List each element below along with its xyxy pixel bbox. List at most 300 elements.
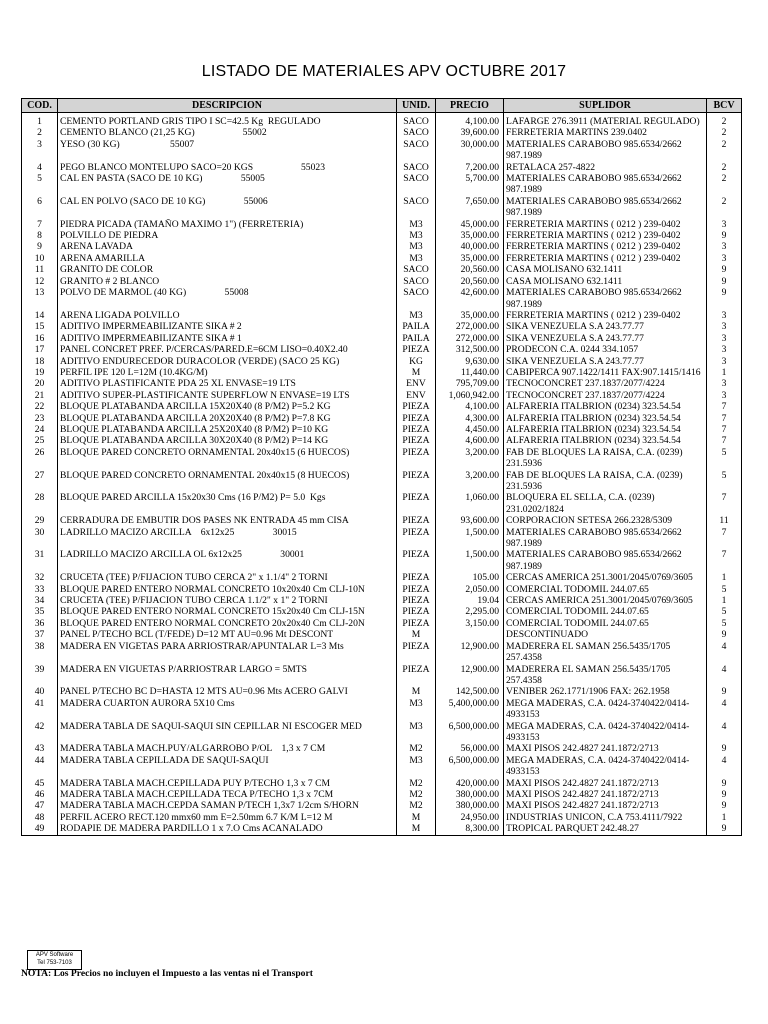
- cell-suplidor: COMERCIAL TODOMIL 244.07.65: [504, 618, 707, 629]
- cell-descripcion: ADITIVO IMPERMEABILIZANTE SIKA # 2: [58, 321, 397, 332]
- cell-unid: KG: [397, 356, 436, 367]
- cell-cod: 5: [22, 173, 58, 196]
- cell-descripcion: GRANITO DE COLOR: [58, 264, 397, 275]
- table-row: [22, 823, 742, 835]
- table-row: [22, 470, 742, 493]
- cell-precio: 1,500.00: [436, 527, 504, 550]
- cell-cod: 48: [22, 812, 58, 823]
- cell-cod: 8: [22, 230, 58, 241]
- cell-suplidor: TROPICAL PARQUET 242.48.27: [504, 823, 707, 835]
- cell-precio: 40,000.00: [436, 241, 504, 252]
- cell-suplidor: MADERERA EL SAMAN 256.5435/1705 257.4358: [504, 641, 707, 664]
- cell-bcv: 9: [707, 800, 742, 811]
- cell-bcv: 4: [707, 698, 742, 721]
- cell-bcv: 3: [707, 310, 742, 321]
- cell-unid: PIEZA: [397, 664, 436, 687]
- cell-cod: 42: [22, 721, 58, 744]
- cell-precio: 795,709.00: [436, 378, 504, 389]
- cell-unid: M3: [397, 219, 436, 230]
- cell-cod: 9: [22, 241, 58, 252]
- cell-unid: PIEZA: [397, 527, 436, 550]
- table-row: [22, 629, 742, 640]
- table-row: [22, 686, 742, 697]
- cell-unid: PIEZA: [397, 424, 436, 435]
- table-row: [22, 401, 742, 412]
- cell-descripcion: PANEL P/TECHO BCL (T/FEDE) D=12 MT AU=0.96 Mt DESCONT: [58, 629, 397, 640]
- cell-unid: SACO: [397, 276, 436, 287]
- cell-suplidor: MATERIALES CARABOBO 985.6534/2662 987.1989: [504, 139, 707, 162]
- table-row: [22, 492, 742, 515]
- cell-bcv: 5: [707, 470, 742, 493]
- table-row: [22, 721, 742, 744]
- cell-cod: 18: [22, 356, 58, 367]
- cell-suplidor: SIKA VENEZUELA S.A 243.77.77: [504, 333, 707, 344]
- cell-bcv: 3: [707, 321, 742, 332]
- table-row: [22, 549, 742, 572]
- cell-suplidor: FERRETERIA MARTINS ( 0212 ) 239-0402: [504, 253, 707, 264]
- cell-unid: M3: [397, 253, 436, 264]
- cell-precio: 7,200.00: [436, 162, 504, 173]
- cell-bcv: 7: [707, 413, 742, 424]
- cell-bcv: 2: [707, 113, 742, 128]
- table-row: [22, 276, 742, 287]
- cell-descripcion: PANEL P/TECHO BC D=HASTA 12 MTS AU=0.96 Mts ACERO GALVI: [58, 686, 397, 697]
- cell-unid: SACO: [397, 287, 436, 310]
- table-row: [22, 344, 742, 355]
- cell-bcv: 9: [707, 778, 742, 789]
- table-row: [22, 162, 742, 173]
- cell-cod: 36: [22, 618, 58, 629]
- cell-descripcion: MADERA CUARTON AURORA 5X10 Cms: [58, 698, 397, 721]
- cell-cod: 49: [22, 823, 58, 835]
- table-row: [22, 196, 742, 219]
- cell-cod: 27: [22, 470, 58, 493]
- cell-suplidor: MATERIALES CARABOBO 985.6534/2662 987.1989: [504, 527, 707, 550]
- cell-unid: M3: [397, 310, 436, 321]
- cell-cod: 31: [22, 549, 58, 572]
- cell-cod: 46: [22, 789, 58, 800]
- cell-descripcion: CERRADURA DE EMBUTIR DOS PASES NK ENTRADA 45 mm CISA: [58, 515, 397, 526]
- table-row: [22, 743, 742, 754]
- table-row: [22, 287, 742, 310]
- column-header-precio: PRECIO: [436, 99, 504, 113]
- software-label: APV Software: [35, 952, 74, 958]
- cell-suplidor: CERCAS AMERICA 251.3001/2045/0769/3605: [504, 572, 707, 583]
- cell-suplidor: MAXI PISOS 242.4827 241.1872/2713: [504, 778, 707, 789]
- cell-bcv: 9: [707, 823, 742, 835]
- table-row: [22, 572, 742, 583]
- cell-suplidor: TECNOCONCRET 237.1837/2077/4224: [504, 378, 707, 389]
- cell-precio: 39,600.00: [436, 127, 504, 138]
- cell-descripcion: BLOQUE PARED ARCILLA 15x20x30 Cms (16 P/M2) P= 5.0 Kgs: [58, 492, 397, 515]
- cell-precio: 4,450.00: [436, 424, 504, 435]
- cell-suplidor: MEGA MADERAS, C.A. 0424-3740422/0414-4933153: [504, 721, 707, 744]
- cell-unid: PIEZA: [397, 595, 436, 606]
- cell-suplidor: MAXI PISOS 242.4827 241.1872/2713: [504, 800, 707, 811]
- cell-descripcion: LADRILLO MACIZO ARCILLA 6x12x25 30015: [58, 527, 397, 550]
- cell-cod: 30: [22, 527, 58, 550]
- table-row: [22, 173, 742, 196]
- cell-bcv: 9: [707, 629, 742, 640]
- cell-descripcion: PIEDRA PICADA (TAMAÑO MAXIMO 1") (FERRETERIA): [58, 219, 397, 230]
- cell-descripcion: CRUCETA (TEE) P/FIJACION TUBO CERCA 2" x 1.1/4" 2 TORNI: [58, 572, 397, 583]
- cell-suplidor: CASA MOLISANO 632.1411: [504, 264, 707, 275]
- table-row: [22, 698, 742, 721]
- cell-unid: PIEZA: [397, 470, 436, 493]
- cell-bcv: 2: [707, 139, 742, 162]
- cell-bcv: 3: [707, 219, 742, 230]
- cell-unid: M: [397, 812, 436, 823]
- cell-cod: 19: [22, 367, 58, 378]
- cell-unid: PIEZA: [397, 401, 436, 412]
- table-row: [22, 219, 742, 230]
- cell-cod: 26: [22, 447, 58, 470]
- cell-suplidor: FERRETERIA MARTINS ( 0212 ) 239-0402: [504, 219, 707, 230]
- cell-bcv: 7: [707, 527, 742, 550]
- cell-bcv: 4: [707, 721, 742, 744]
- cell-cod: 17: [22, 344, 58, 355]
- cell-cod: 20: [22, 378, 58, 389]
- cell-descripcion: ARENA AMARILLA: [58, 253, 397, 264]
- cell-unid: PAILA: [397, 333, 436, 344]
- cell-suplidor: COMERCIAL TODOMIL 244.07.65: [504, 606, 707, 617]
- cell-unid: M3: [397, 755, 436, 778]
- table-row: [22, 778, 742, 789]
- cell-bcv: 9: [707, 789, 742, 800]
- cell-unid: M2: [397, 743, 436, 754]
- cell-cod: 40: [22, 686, 58, 697]
- cell-precio: 35,000.00: [436, 310, 504, 321]
- cell-descripcion: YESO (30 KG) 55007: [58, 139, 397, 162]
- column-header-suplidor: SUPLIDOR: [504, 99, 707, 113]
- cell-unid: SACO: [397, 196, 436, 219]
- cell-suplidor: CORPORACION SETESA 266.2328/5309: [504, 515, 707, 526]
- cell-bcv: 3: [707, 241, 742, 252]
- cell-precio: 272,000.00: [436, 321, 504, 332]
- cell-precio: 42,600.00: [436, 287, 504, 310]
- table-row: [22, 435, 742, 446]
- cell-unid: M2: [397, 800, 436, 811]
- cell-descripcion: PERFIL IPE 120 L=12M (10.4KG/M): [58, 367, 397, 378]
- cell-precio: 20,560.00: [436, 276, 504, 287]
- cell-unid: SACO: [397, 264, 436, 275]
- table-row: [22, 264, 742, 275]
- cell-precio: 35,000.00: [436, 230, 504, 241]
- cell-bcv: 9: [707, 276, 742, 287]
- cell-suplidor: PRODECON C.A. 0244 334.1057: [504, 344, 707, 355]
- cell-suplidor: CABIPERCA 907.1422/1411 FAX:907.1415/1416: [504, 367, 707, 378]
- cell-bcv: 3: [707, 356, 742, 367]
- cell-precio: 5,400,000.00: [436, 698, 504, 721]
- table-row: [22, 241, 742, 252]
- column-header-descripcion: DESCRIPCION: [58, 99, 397, 113]
- cell-bcv: 5: [707, 584, 742, 595]
- cell-precio: 4,600.00: [436, 435, 504, 446]
- cell-unid: PIEZA: [397, 584, 436, 595]
- cell-precio: 6,500,000.00: [436, 721, 504, 744]
- cell-bcv: 3: [707, 333, 742, 344]
- cell-precio: 380,000.00: [436, 789, 504, 800]
- cell-unid: PIEZA: [397, 606, 436, 617]
- cell-bcv: 7: [707, 492, 742, 515]
- cell-descripcion: BLOQUE PARED CONCRETO ORNAMENTAL 20x40x15 (6 HUECOS): [58, 447, 397, 470]
- cell-cod: 15: [22, 321, 58, 332]
- cell-bcv: 2: [707, 196, 742, 219]
- cell-precio: 380,000.00: [436, 800, 504, 811]
- cell-unid: PIEZA: [397, 515, 436, 526]
- cell-cod: 7: [22, 219, 58, 230]
- cell-bcv: 5: [707, 447, 742, 470]
- cell-precio: 272,000.00: [436, 333, 504, 344]
- cell-cod: 39: [22, 664, 58, 687]
- cell-precio: 12,900.00: [436, 664, 504, 687]
- cell-precio: 56,000.00: [436, 743, 504, 754]
- cell-precio: 3,150.00: [436, 618, 504, 629]
- cell-suplidor: SIKA VENEZUELA S.A 243.77.77: [504, 356, 707, 367]
- cell-unid: M: [397, 823, 436, 835]
- cell-descripcion: ADITIVO IMPERMEABILIZANTE SIKA # 1: [58, 333, 397, 344]
- table-row: [22, 755, 742, 778]
- cell-cod: 23: [22, 413, 58, 424]
- cell-precio: 142,500.00: [436, 686, 504, 697]
- cell-cod: 29: [22, 515, 58, 526]
- cell-bcv: 1: [707, 572, 742, 583]
- cell-unid: M3: [397, 241, 436, 252]
- materials-table: [21, 98, 742, 836]
- cell-unid: SACO: [397, 139, 436, 162]
- cell-bcv: 1: [707, 595, 742, 606]
- cell-bcv: 9: [707, 264, 742, 275]
- table-row: [22, 367, 742, 378]
- cell-cod: 45: [22, 778, 58, 789]
- cell-cod: 3: [22, 139, 58, 162]
- cell-precio: 5,700.00: [436, 173, 504, 196]
- cell-suplidor: MATERIALES CARABOBO 985.6534/2662 987.1989: [504, 549, 707, 572]
- cell-precio: 2,295.00: [436, 606, 504, 617]
- table-row: [22, 664, 742, 687]
- cell-precio: 19.04: [436, 595, 504, 606]
- footnote: NOTA: Los Precios no incluyen el Impuesto a las ventas ni el Transport: [21, 968, 313, 979]
- cell-cod: 6: [22, 196, 58, 219]
- cell-descripcion: MADERA TABLA MACH.PUY/ALGARROBO P/OL 1,3 x 7 CM: [58, 743, 397, 754]
- cell-descripcion: MADERA EN VIGUETAS P/ARRIOSTRAR LARGO = 5MTS: [58, 664, 397, 687]
- cell-cod: 22: [22, 401, 58, 412]
- cell-precio: 1,500.00: [436, 549, 504, 572]
- cell-unid: M: [397, 629, 436, 640]
- table-row: [22, 390, 742, 401]
- cell-bcv: 11: [707, 515, 742, 526]
- cell-suplidor: DESCONTINUADO: [504, 629, 707, 640]
- cell-descripcion: GRANITO # 2 BLANCO: [58, 276, 397, 287]
- table-row: [22, 595, 742, 606]
- cell-suplidor: VENIBER 262.1771/1906 FAX: 262.1958: [504, 686, 707, 697]
- apv-software-box: [27, 950, 82, 970]
- cell-unid: PIEZA: [397, 413, 436, 424]
- cell-suplidor: FERRETERIA MARTINS ( 0212 ) 239-0402: [504, 310, 707, 321]
- cell-suplidor: FERRETERIA MARTINS 239.0402: [504, 127, 707, 138]
- cell-suplidor: ALFARERIA ITALBRION (0234) 323.54.54: [504, 413, 707, 424]
- cell-suplidor: MEGA MADERAS, C.A. 0424-3740422/0414-4933153: [504, 755, 707, 778]
- cell-precio: 24,950.00: [436, 812, 504, 823]
- cell-suplidor: FAB DE BLOQUES LA RAISA, C.A. (0239) 231.5936: [504, 470, 707, 493]
- cell-bcv: 9: [707, 230, 742, 241]
- cell-descripcion: CRUCETA (TEE) P/FIJACION TUBO CERCA 1.1/2" x 1" 2 TORNI: [58, 595, 397, 606]
- cell-cod: 35: [22, 606, 58, 617]
- cell-descripcion: BLOQUE PLATABANDA ARCILLA 20X20X40 (8 P/M2) P=7.8 KG: [58, 413, 397, 424]
- cell-descripcion: BLOQUE PARED CONCRETO ORNAMENTAL 20x40x15 (8 HUECOS): [58, 470, 397, 493]
- cell-precio: 312,500.00: [436, 344, 504, 355]
- cell-precio: 35,000.00: [436, 253, 504, 264]
- cell-bcv: 2: [707, 127, 742, 138]
- cell-unid: M: [397, 367, 436, 378]
- cell-precio: 7,650.00: [436, 196, 504, 219]
- cell-precio: 3,200.00: [436, 447, 504, 470]
- cell-descripcion: MADERA TABLA MACH.CEPDA SAMAN P/TECH 1,3x7 1/2cm S/HORN: [58, 800, 397, 811]
- cell-bcv: 5: [707, 606, 742, 617]
- cell-precio: 420,000.00: [436, 778, 504, 789]
- cell-descripcion: BLOQUE PLATABANDA ARCILLA 15X20X40 (8 P/M2) P=5.2 KG: [58, 401, 397, 412]
- cell-precio: 6,500,000.00: [436, 755, 504, 778]
- cell-suplidor: ALFARERIA ITALBRION (0234) 323.54.54: [504, 424, 707, 435]
- cell-unid: PIEZA: [397, 572, 436, 583]
- cell-suplidor: MEGA MADERAS, C.A. 0424-3740422/0414-4933153: [504, 698, 707, 721]
- cell-suplidor: MATERIALES CARABOBO 985.6534/2662 987.1989: [504, 196, 707, 219]
- table-row: [22, 413, 742, 424]
- cell-precio: 4,300.00: [436, 413, 504, 424]
- cell-cod: 33: [22, 584, 58, 595]
- column-header-bcv: BCV: [707, 99, 742, 113]
- table-row: [22, 139, 742, 162]
- cell-suplidor: MATERIALES CARABOBO 985.6534/2662 987.1989: [504, 173, 707, 196]
- cell-suplidor: LAFARGE 276.3911 (MATERIAL REGULADO): [504, 113, 707, 128]
- table-row: [22, 527, 742, 550]
- cell-bcv: 7: [707, 435, 742, 446]
- cell-suplidor: SIKA VENEZUELA S.A 243.77.77: [504, 321, 707, 332]
- cell-bcv: 2: [707, 162, 742, 173]
- cell-bcv: 4: [707, 664, 742, 687]
- cell-precio: 8,300.00: [436, 823, 504, 835]
- cell-precio: 30,000.00: [436, 139, 504, 162]
- software-phone: Tel 753-7103: [37, 959, 72, 966]
- cell-descripcion: LADRILLO MACIZO ARCILLA OL 6x12x25 30001: [58, 549, 397, 572]
- cell-cod: 32: [22, 572, 58, 583]
- cell-suplidor: MAXI PISOS 242.4827 241.1872/2713: [504, 789, 707, 800]
- cell-precio: 105.00: [436, 572, 504, 583]
- cell-suplidor: RETALACA 257-4822: [504, 162, 707, 173]
- cell-cod: 34: [22, 595, 58, 606]
- cell-descripcion: PANEL CONCRET PREF. P/CERCAS/PARED.E=6CM LISO=0.40X2.40: [58, 344, 397, 355]
- cell-precio: 93,600.00: [436, 515, 504, 526]
- cell-descripcion: CEMENTO BLANCO (21,25 KG) 55002: [58, 127, 397, 138]
- cell-bcv: 7: [707, 401, 742, 412]
- cell-precio: 2,050.00: [436, 584, 504, 595]
- cell-precio: 1,060,942.00: [436, 390, 504, 401]
- table-row: [22, 606, 742, 617]
- cell-descripcion: MADERA TABLA MACH.CEPILLADA PUY P/TECHO 1,3 x 7 CM: [58, 778, 397, 789]
- cell-precio: 4,100.00: [436, 401, 504, 412]
- table-row: [22, 812, 742, 823]
- table-row: [22, 127, 742, 138]
- table-row: [22, 113, 742, 128]
- table-row: [22, 800, 742, 811]
- cell-descripcion: BLOQUE PLATABANDA ARCILLA 25X20X40 (8 P/M2) P=10 KG: [58, 424, 397, 435]
- cell-descripcion: CAL EN PASTA (SACO DE 10 KG) 55005: [58, 173, 397, 196]
- cell-precio: 4,100.00: [436, 113, 504, 128]
- table-row: [22, 378, 742, 389]
- cell-unid: SACO: [397, 113, 436, 128]
- cell-descripcion: BLOQUE PARED ENTERO NORMAL CONCRETO 20x20x40 Cm CLJ-20N: [58, 618, 397, 629]
- table-row: [22, 321, 742, 332]
- cell-unid: PIEZA: [397, 344, 436, 355]
- cell-bcv: 4: [707, 755, 742, 778]
- cell-cod: 10: [22, 253, 58, 264]
- cell-unid: PAILA: [397, 321, 436, 332]
- cell-bcv: 7: [707, 549, 742, 572]
- cell-unid: SACO: [397, 127, 436, 138]
- cell-bcv: 3: [707, 344, 742, 355]
- table-row: [22, 641, 742, 664]
- cell-precio: 9,630.00: [436, 356, 504, 367]
- table-header-row: [22, 99, 742, 113]
- table-row: [22, 424, 742, 435]
- cell-suplidor: FERRETERIA MARTINS ( 0212 ) 239-0402: [504, 230, 707, 241]
- cell-descripcion: ARENA LIGADA POLVILLO: [58, 310, 397, 321]
- cell-suplidor: CASA MOLISANO 632.1411: [504, 276, 707, 287]
- cell-precio: 1,060.00: [436, 492, 504, 515]
- cell-cod: 1: [22, 113, 58, 128]
- cell-descripcion: ARENA LAVADA: [58, 241, 397, 252]
- cell-bcv: 2: [707, 173, 742, 196]
- cell-cod: 41: [22, 698, 58, 721]
- cell-bcv: 3: [707, 378, 742, 389]
- cell-suplidor: BLOQUERA EL SELLA, C.A. (0239) 231.0202/1824: [504, 492, 707, 515]
- cell-unid: PIEZA: [397, 447, 436, 470]
- cell-bcv: 1: [707, 812, 742, 823]
- cell-cod: 47: [22, 800, 58, 811]
- cell-suplidor: MADERERA EL SAMAN 256.5435/1705 257.4358: [504, 664, 707, 687]
- cell-unid: SACO: [397, 173, 436, 196]
- cell-cod: 24: [22, 424, 58, 435]
- cell-suplidor: ALFARERIA ITALBRION (0234) 323.54.54: [504, 401, 707, 412]
- cell-descripcion: MADERA TABLA CEPILLADA DE SAQUI-SAQUI: [58, 755, 397, 778]
- cell-descripcion: POLVO DE MARMOL (40 KG) 55008: [58, 287, 397, 310]
- cell-cod: 11: [22, 264, 58, 275]
- cell-unid: M3: [397, 698, 436, 721]
- table-row: [22, 310, 742, 321]
- cell-cod: 4: [22, 162, 58, 173]
- column-header-unid: UNID.: [397, 99, 436, 113]
- cell-bcv: 9: [707, 287, 742, 310]
- cell-descripcion: MADERA EN VIGETAS PARA ARRIOSTRAR/APUNTALAR L=3 Mts: [58, 641, 397, 664]
- cell-unid: M2: [397, 789, 436, 800]
- cell-suplidor: MAXI PISOS 242.4827 241.1872/2713: [504, 743, 707, 754]
- cell-descripcion: PEGO BLANCO MONTELUPO SACO=20 KGS 55023: [58, 162, 397, 173]
- cell-bcv: 1: [707, 367, 742, 378]
- cell-descripcion: RODAPIE DE MADERA PARDILLO 1 x 7.O Cms ACANALADO: [58, 823, 397, 835]
- cell-descripcion: ADITIVO PLASTIFICANTE PDA 25 XL ENVASE=19 LTS: [58, 378, 397, 389]
- cell-precio: 45,000.00: [436, 219, 504, 230]
- cell-descripcion: CEMENTO PORTLAND GRIS TIPO I SC=42.5 Kg REGULADO: [58, 113, 397, 128]
- cell-precio: 12,900.00: [436, 641, 504, 664]
- cell-unid: M3: [397, 230, 436, 241]
- cell-cod: 2: [22, 127, 58, 138]
- cell-unid: ENV: [397, 390, 436, 401]
- cell-unid: PIEZA: [397, 618, 436, 629]
- table-row: [22, 333, 742, 344]
- cell-descripcion: BLOQUE PARED ENTERO NORMAL CONCRETO 15x20x40 Cm CLJ-15N: [58, 606, 397, 617]
- cell-precio: 20,560.00: [436, 264, 504, 275]
- cell-unid: SACO: [397, 162, 436, 173]
